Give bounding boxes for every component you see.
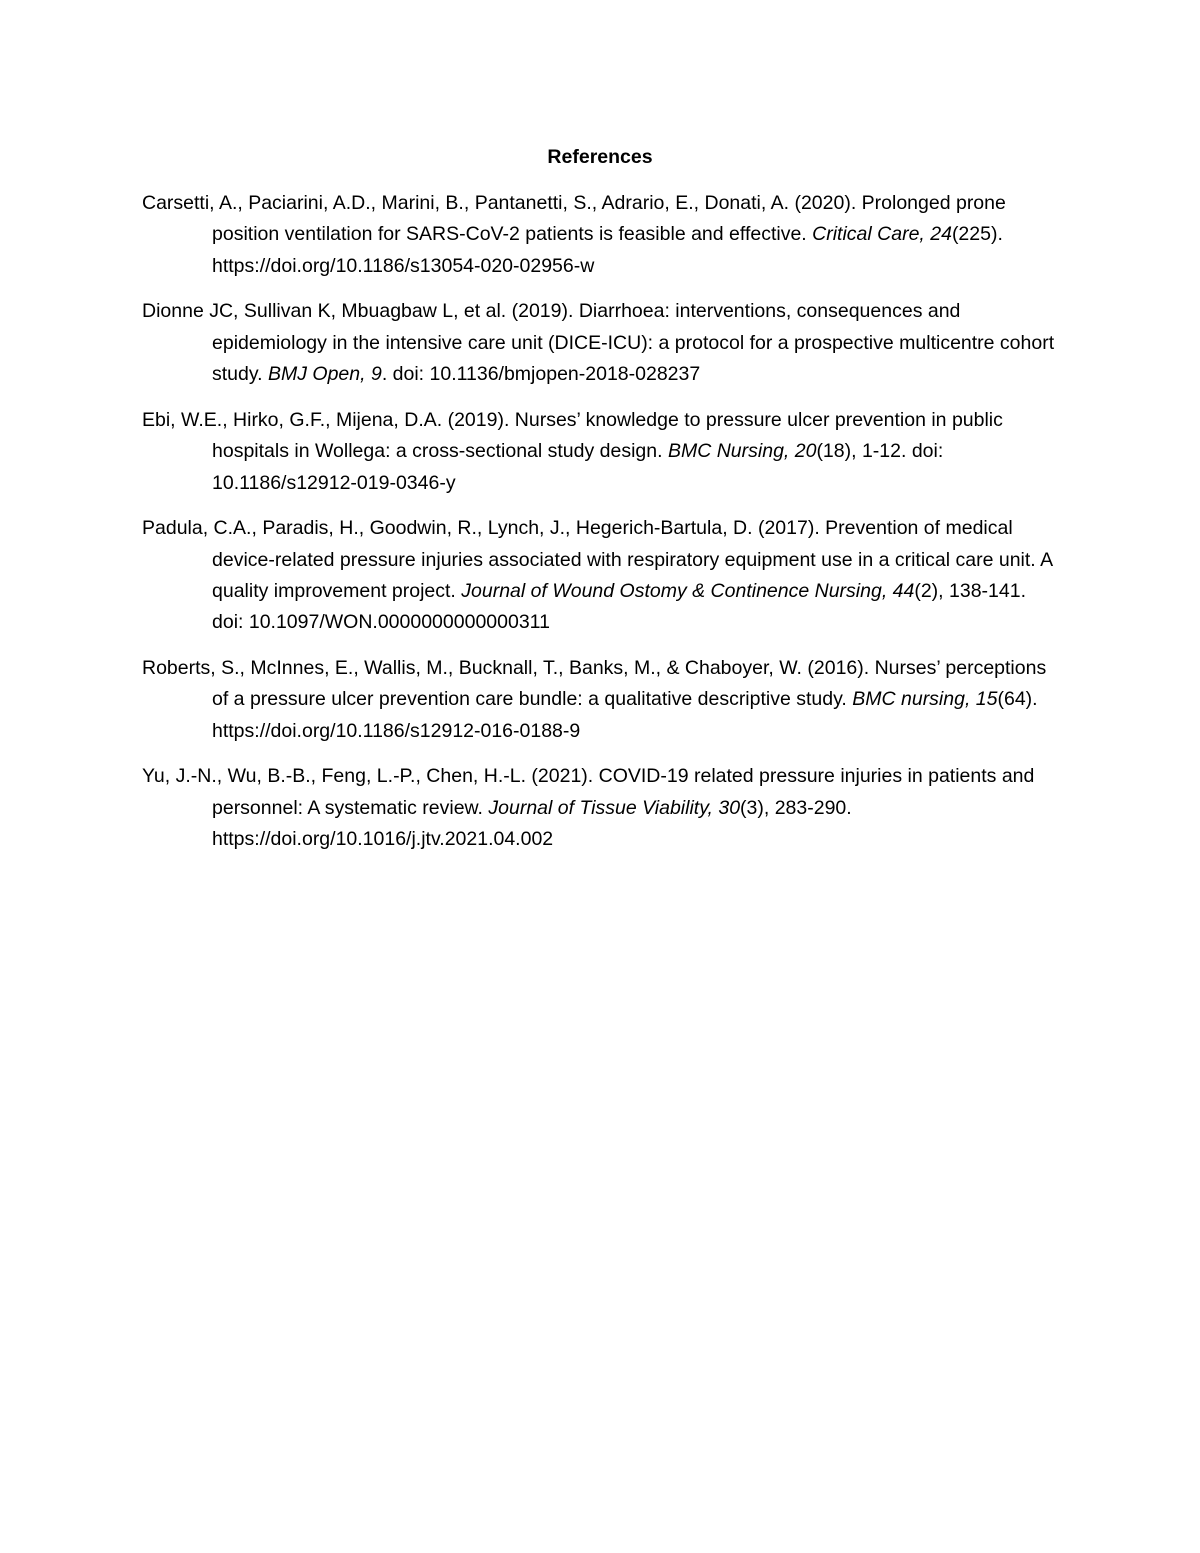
reference-text: Dionne JC, Sullivan K, Mbuagbaw L, et al. (2019). Diarrhoea: interventions, consequences and epidemiology in the intensive care unit (DICE-ICU): a protocol for a prospective multicentre cohort study. xyxy=(142,300,1055,386)
reference-text: Padula, C.A., Paradis, H., Goodwin, R., Lynch, J., Hegerich-Bartula, D. (2017). Prevention of medical device-related pressure injuries associated with respiratory equipment use in a critical care unit. A quality improvement project. xyxy=(142,517,1052,603)
reference-tail: (3), 283-290. https://doi.org/10.1016/j.jtv.2021.04.002 xyxy=(212,796,852,851)
reference-list xyxy=(142,188,1062,870)
reference-text: Roberts, S., McInnes, E., Wallis, M., Bucknall, T., Banks, M., & Chaboyer, W. (2016). Nurses’ perceptions of a pressure ulcer prevention care bundle: a qualitative descriptive study. xyxy=(142,657,1047,711)
reference-tail: (225). https://doi.org/10.1186/s13054-020-02956-w xyxy=(212,223,1003,277)
reference-journal: BMJ Open, 9 xyxy=(268,363,382,386)
reference-entry xyxy=(142,405,1062,499)
reference-entry xyxy=(142,188,1062,282)
reference-entry xyxy=(142,513,1062,639)
reference-entry xyxy=(142,761,1062,855)
reference-journal: Critical Care, 24 xyxy=(812,223,952,246)
reference-tail: . doi: 10.1136/bmjopen-2018-028237 xyxy=(381,363,701,386)
reference-text: Yu, J.-N., Wu, B.-B., Feng, L.-P., Chen, H.-L. (2021). COVID-19 related pressure injuries in patients and personnel: A systematic review. xyxy=(142,765,1035,819)
reference-text: Carsetti, A., Paciarini, A.D., Marini, B., Pantanetti, S., Adrario, E., Donati, A. (2020). Prolonged prone position ventilation for SARS-CoV-2 patients is feasible and effective. xyxy=(142,192,1006,246)
reference-journal: BMC Nursing, 20 xyxy=(667,440,817,463)
references-heading: References xyxy=(547,146,653,168)
reference-tail: (64). https://doi.org/10.1186/s12912-016-0188-9 xyxy=(212,688,1038,742)
reference-journal: Journal of Wound Ostomy & Continence Nursing, 44 xyxy=(461,580,915,603)
reference-entry xyxy=(142,653,1062,747)
reference-text: Ebi, W.E., Hirko, G.F., Mijena, D.A. (2019). Nurses’ knowledge to pressure ulcer prevention in public hospitals in Wollega: a cross-sectional study design. xyxy=(142,408,1003,463)
reference-entry xyxy=(142,296,1062,390)
reference-tail: (18), 1-12. doi: 10.1186/s12912-019-0346-y xyxy=(212,440,944,494)
reference-journal: BMC nursing, 15 xyxy=(852,688,998,711)
reference-journal: Journal of Tissue Viability, 30 xyxy=(488,796,741,819)
reference-tail: (2), 138-141. doi: 10.1097/WON.0000000000000311 xyxy=(212,580,1026,634)
